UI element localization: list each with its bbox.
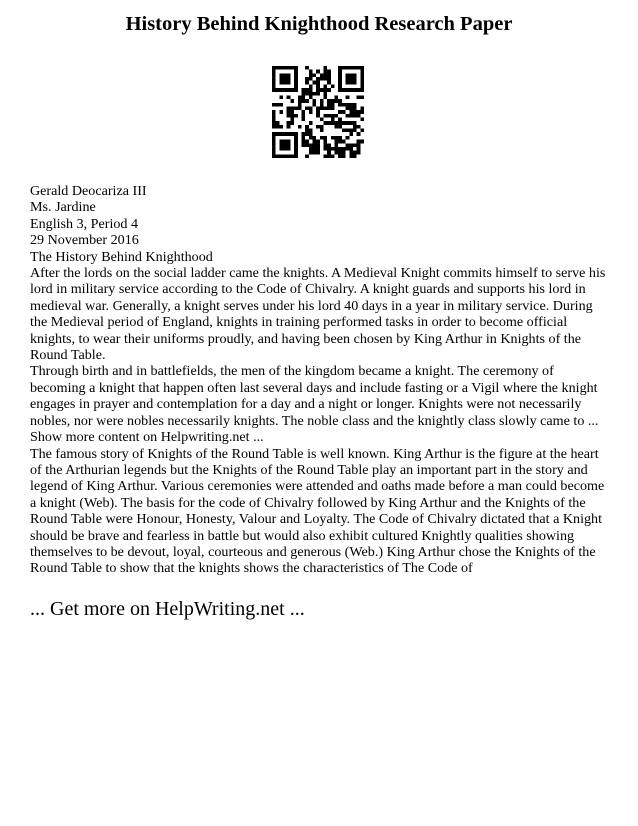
class-line: English 3, Period 4 <box>30 215 139 232</box>
paragraph: Through birth and in battlefields, the men of the kingdom became a knight. The ceremony of becoming a knight that happen often last several days and include fasting or a Vigil where the knight engages in prayer and contemplation for a day and a night or longer. Knights were not necessarily nobles, nor were nobles necessarily knights. The noble class and the knightly class slowly came to ... <box>30 363 599 429</box>
essay-body <box>30 183 612 577</box>
essay-title: The History Behind Knighthood <box>30 248 213 265</box>
qr-code-icon[interactable] <box>272 66 364 158</box>
paragraph: The famous story of Knights of the Round Table is well known. King Arthur is the figure at the heart of the Arthurian legends but the Knights of the Round Table play an important part in the story and legend of King Arthur. Various ceremonies were attended and oaths made before a man could become a knight (Web). The basis for the code of Chivalry followed by King Arthur and the Knights of the Round Table were Honour, Honesty, Valour and Loyalty. The Code of Chivalry dictated that a Knight should be brave and fearless in battle but would also exhibit cultured Knightly qualities showing themselves to be devout, loyal, courteous and generous (Web.) King Arthur chose the Knights of the Round Table to show that the knights shows the characteristics of The Code of <box>30 445 605 577</box>
date-line: 29 November 2016 <box>30 232 139 249</box>
show-more-link[interactable]: Show more content on Helpwriting.net ... <box>30 429 264 446</box>
author-line: Gerald Deocariza III <box>30 183 147 199</box>
paragraph: After the lords on the social ladder came the knights. A Medieval Knight commits himself to serve his lord in military service according to the Code of Chivalry. A knight guards and supports his lord in medieval war. Generally, a knight serves under his lord 40 days in a year in military service. During the Medieval period of England, knights in training performed tasks in order to become official knights, to wear their uniforms proudly, and having been chosen by King Arthur in Knights of the Round Table. <box>30 265 606 364</box>
teacher-line: Ms. Jardine <box>30 199 96 216</box>
get-more-link[interactable]: ... Get more on HelpWriting.net ... <box>30 598 305 620</box>
page-title: History Behind Knighthood Research Paper <box>125 13 513 35</box>
